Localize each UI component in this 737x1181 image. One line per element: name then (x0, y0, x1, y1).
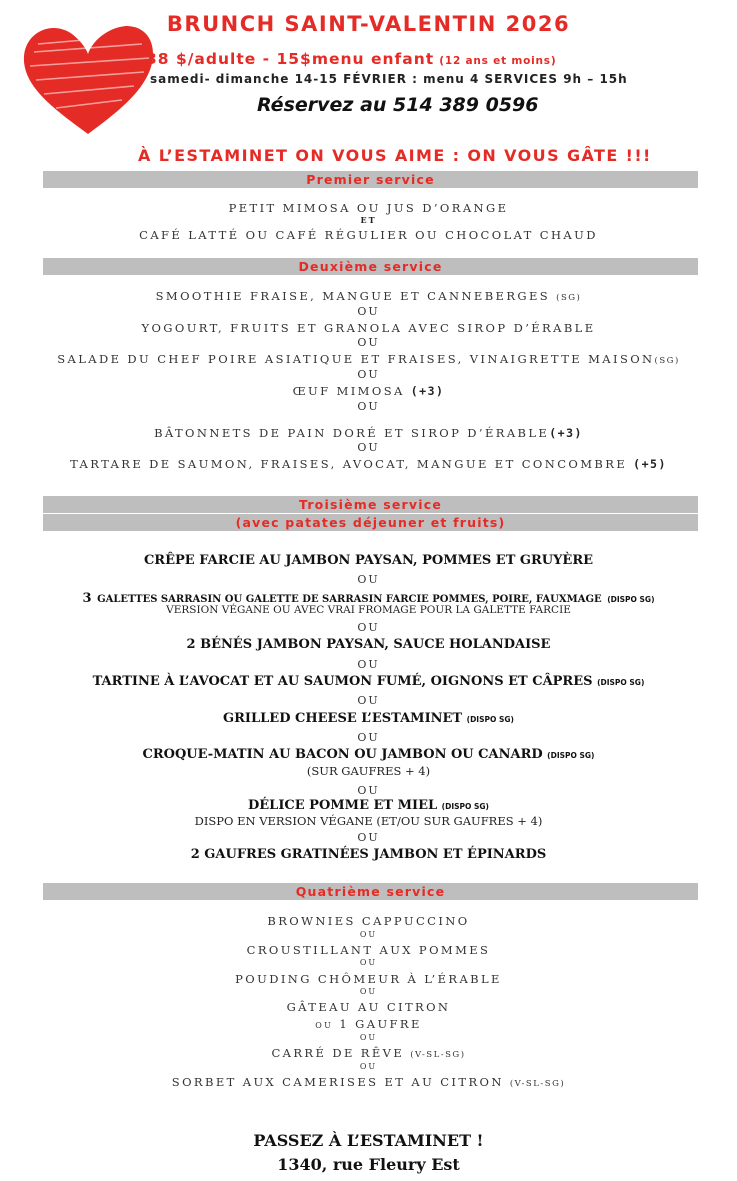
or-separator: OU (359, 930, 378, 939)
service-4-item-7 (0, 1075, 737, 1089)
service-1-drinks: PETIT MIMOSA OU JUS D’ORANGE (228, 201, 509, 215)
item-text: CARRÉ DE RÊVE (271, 1046, 405, 1060)
or-separator: OU (357, 368, 380, 381)
service-3-item-1: CRÊPE FARCIE AU JAMBON PAYSAN, POMMES ET GRUYÈRE (143, 553, 594, 568)
item-text: ŒUF MIMOSA (292, 384, 405, 398)
dietary-tag: (SG) (556, 293, 582, 303)
service-3-item-3: 2 BÉNÉS JAMBON PAYSAN, SAUCE HOLANDAISE (186, 637, 551, 652)
or-separator: OU (357, 694, 380, 707)
service-2-item-5 (0, 426, 737, 440)
item-quantity: 3 (82, 591, 92, 606)
item-text: CROQUE-MATIN AU BACON OU JAMBON OU CANARD (142, 747, 543, 762)
price-main: 38 $/adulte - 15$menu enfant (146, 50, 435, 68)
item-text: TARTARE DE SAUMON, FRAISES, AVOCAT, MANGUE ET CONCOMBRE (70, 457, 628, 471)
service-3-item-6-note: (SUR GAUFRES + 4) (306, 764, 431, 778)
service-2-item-2: YOGOURT, FRUITS ET GRANOLA AVEC SIROP D’ÉRABLE (141, 321, 596, 335)
service-3-subheader: (avec patates déjeuner et fruits) (43, 514, 698, 531)
service-4-item-3: POUDING CHÔMEUR À L’ÉRABLE (235, 972, 502, 986)
item-text: GRILLED CHEESE L’ESTAMINET (223, 711, 463, 726)
dates-line: samedi- dimanche 14-15 FÉVRIER : menu 4 SERVICES 9h – 15h (150, 72, 628, 86)
or-separator: OU (357, 336, 380, 349)
service-2-header: Deuxième service (43, 258, 698, 275)
or-separator: OU (357, 658, 380, 671)
service-3-item-8: 2 GAUFRES GRATINÉES JAMBON ET ÉPINARDS (190, 847, 547, 862)
service-2-item-4 (0, 384, 737, 398)
item-text: SALADE DU CHEF POIRE ASIATIQUE ET FRAISES, VINAIGRETTE MAISON (57, 352, 655, 366)
service-3-item-6 (0, 747, 737, 762)
or-separator: OU (359, 987, 378, 996)
dietary-tag: (DISPO SG) (597, 678, 645, 687)
service-2-item-3 (0, 352, 737, 366)
service-2-item-6 (0, 457, 737, 471)
or-separator: OU (357, 784, 380, 797)
service-4-item-5 (0, 1017, 737, 1031)
service-4-header: Quatrième service (43, 883, 698, 900)
service-1-and: ET (360, 215, 377, 225)
service-1-header: Premier service (43, 171, 698, 188)
service-3-item-7-note: DISPO EN VERSION VÉGANE (ET/OU SUR GAUFRES + 4) (194, 814, 543, 828)
or-separator: OU (359, 958, 378, 967)
price-line (146, 49, 556, 68)
or-separator: OU (359, 1033, 378, 1042)
or-separator: OU (357, 731, 380, 744)
item-text: SMOOTHIE FRAISE, MANGUE ET CANNEBERGES (155, 289, 551, 303)
item-text: 1 GAUFRE (339, 1017, 422, 1031)
or-separator: OU (357, 305, 380, 318)
item-text: TARTINE À L’AVOCAT ET AU SAUMON FUMÉ, OIGNONS ET CÂPRES (92, 674, 593, 689)
item-text: GALETTES SARRASIN OU GALETTE DE SARRASIN FARCIE POMMES, POIRE, FAUXMAGE (97, 594, 602, 605)
dietary-tag: (SG) (654, 356, 680, 366)
service-2-item-1 (0, 289, 737, 303)
footer-address: 1340, rue Fleury Est (277, 1155, 460, 1174)
dietary-tag: (V-SL-SG) (509, 1079, 566, 1089)
price-supplement: (+3) (549, 426, 583, 440)
footer-invite: PASSEZ À L’ESTAMINET ! (253, 1131, 484, 1150)
tagline: À L’ESTAMINET ON VOUS AIME : ON VOUS GÂTE !!! (138, 146, 652, 165)
price-supplement: (+5) (633, 457, 667, 471)
dietary-tag: (DISPO SG) (466, 715, 514, 724)
reservation-line: Réservez au 514 389 0596 (257, 94, 539, 116)
item-text: BÂTONNETS DE PAIN DORÉ ET SIROP D’ÉRABLE (154, 426, 550, 440)
dietary-tag: (DISPO SG) (547, 751, 595, 760)
or-separator: OU (315, 1021, 334, 1030)
or-separator: OU (357, 831, 380, 844)
service-4-item-4: GÂTEAU AU CITRON (286, 1000, 451, 1014)
or-separator: OU (357, 621, 380, 634)
price-supplement: (+3) (410, 384, 445, 398)
or-separator: OU (357, 573, 380, 586)
or-separator: OU (359, 1062, 378, 1071)
service-1-hot-drinks: CAFÉ LATTÉ OU CAFÉ RÉGULIER OU CHOCOLAT CHAUD (139, 228, 598, 242)
dietary-tag: (DISPO SG) (441, 802, 489, 811)
menu-title: BRUNCH SAINT-VALENTIN 2026 (166, 12, 571, 36)
service-3-item-7 (0, 798, 737, 813)
service-3-item-4 (0, 674, 737, 689)
service-3-item-5 (0, 711, 737, 726)
item-text: DÉLICE POMME ET MIEL (248, 798, 438, 813)
service-3-header: Troisième service (43, 496, 698, 513)
dietary-tag: (V-SL-SG) (410, 1050, 466, 1060)
service-4-item-2: CROUSTILLANT AUX POMMES (246, 943, 491, 957)
item-text: SORBET AUX CAMERISES ET AU CITRON (171, 1075, 504, 1089)
price-note: (12 ans et moins) (439, 55, 557, 67)
or-separator: OU (357, 441, 380, 454)
service-4-item-1: BROWNIES CAPPUCCINO (267, 914, 470, 928)
or-separator: OU (357, 400, 380, 413)
service-4-item-6 (0, 1046, 737, 1060)
service-3-item-2-note: VERSION VÉGANE OU AVEC VRAI FROMAGE POUR LA GALETTE FARCIE (166, 604, 571, 616)
dietary-tag: (DISPO SG) (607, 595, 655, 604)
